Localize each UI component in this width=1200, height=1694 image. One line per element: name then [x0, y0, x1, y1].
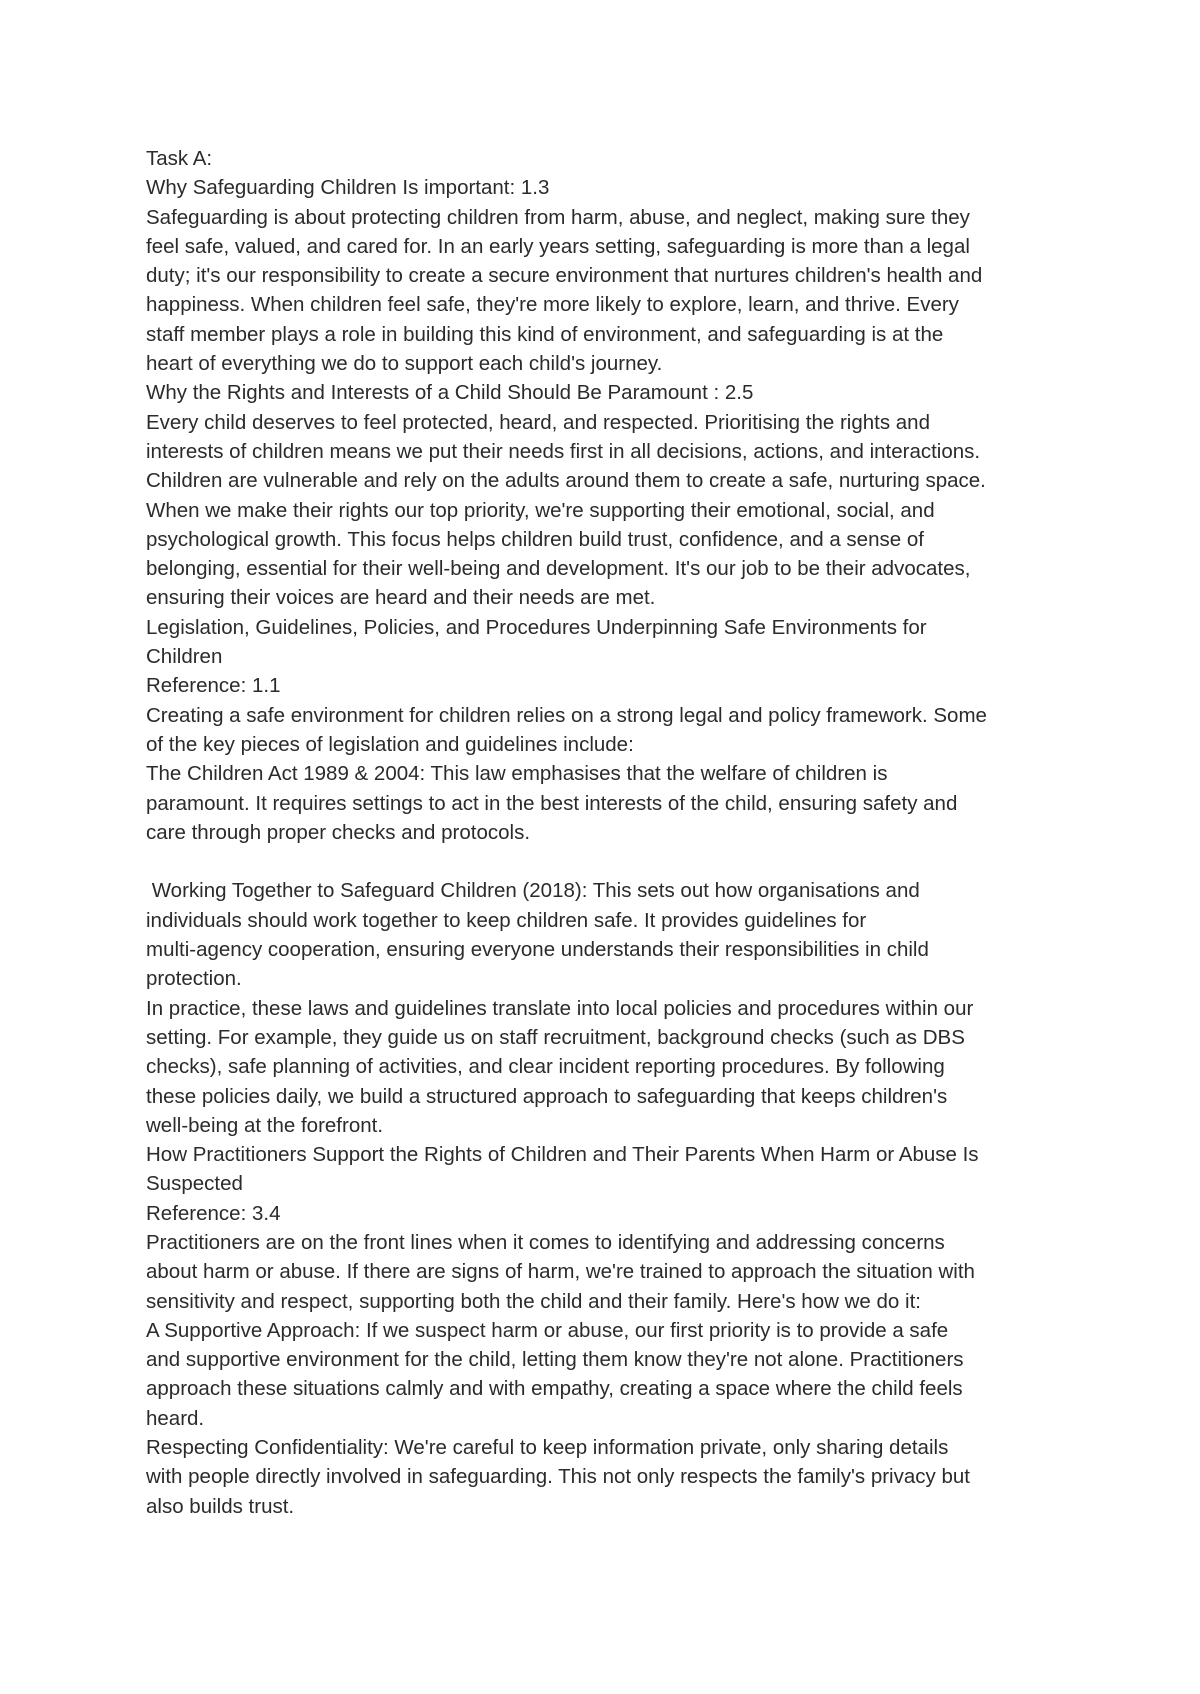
reference-label: Reference: 1.1: [146, 674, 281, 698]
body-line: setting. For example, they guide us on staff recruitment, background checks (such as DBS: [146, 1025, 965, 1049]
body-line: feel safe, valued, and cared for. In an early years setting, safeguarding is more than a legal: [146, 234, 970, 258]
body-line: When we make their rights our top priority, we're supporting their emotional, social, and: [146, 498, 935, 522]
body-line: and supportive environment for the child, letting them know they're not alone. Practitioners: [146, 1348, 964, 1372]
section-heading-legislation-cont: Children: [146, 645, 223, 669]
body-line: A Supportive Approach: If we suspect harm or abuse, our first priority is to provide a safe: [146, 1318, 949, 1342]
body-line: also builds trust.: [146, 1494, 295, 1518]
body-line: multi-agency cooperation, ensuring everyone understands their responsibilities in child: [146, 938, 929, 962]
body-line: sensitivity and respect, supporting both the child and their family. Here's how we do it:: [146, 1289, 921, 1313]
document-page: [146, 144, 1076, 1521]
task-heading: Task A:: [146, 147, 213, 170]
body-line: of the key pieces of legislation and guidelines include:: [146, 732, 634, 756]
body-line: interests of children means we put their needs first in all decisions, actions, and interactions.: [146, 439, 981, 463]
body-line: Respecting Confidentiality: We're careful to keep information private, only sharing details: [146, 1436, 949, 1460]
body-line: The Children Act 1989 & 2004: This law emphasises that the welfare of children is: [146, 762, 888, 786]
body-line: In practice, these laws and guidelines translate into local policies and procedures within our: [146, 996, 974, 1020]
body-line: with people directly involved in safeguarding. This not only respects the family's privacy but: [146, 1465, 970, 1489]
body-line: these policies daily, we build a structured approach to safeguarding that keeps children's: [146, 1084, 948, 1108]
body-line: heart of everything we do to support each child's journey.: [146, 352, 663, 376]
body-line: care through proper checks and protocols.: [146, 820, 531, 844]
blank-line: [146, 847, 1076, 876]
body-line: paramount. It requires settings to act in the best interests of the child, ensuring safety and: [146, 791, 958, 815]
section-heading-why-safeguarding: Why Safeguarding Children Is important: 1.3: [146, 176, 550, 200]
body-line: Safeguarding is about protecting children from harm, abuse, and neglect, making sure they: [146, 205, 970, 229]
body-line: Practitioners are on the front lines when it comes to identifying and addressing concerns: [146, 1230, 945, 1254]
body-line: psychological growth. This focus helps children build trust, confidence, and a sense of: [146, 527, 924, 551]
body-line: duty; it's our responsibility to create a secure environment that nurtures children's health and: [146, 264, 983, 288]
body-line: Children are vulnerable and rely on the adults around them to create a safe, nurturing space.: [146, 469, 986, 493]
body-line: protection.: [146, 967, 242, 991]
body-line: staff member plays a role in building this kind of environment, and safeguarding is at the: [146, 322, 944, 346]
body-line: individuals should work together to keep children safe. It provides guidelines for: [146, 908, 867, 932]
body-line: checks), safe planning of activities, and clear incident reporting procedures. By following: [146, 1055, 945, 1079]
section-heading-rights-interests: Why the Rights and Interests of a Child Should Be Paramount : 2.5: [146, 381, 754, 405]
body-line: well-being at the forefront.: [146, 1113, 384, 1137]
body-line: heard.: [146, 1406, 205, 1430]
reference-label: Reference: 3.4: [146, 1201, 281, 1225]
body-line: Creating a safe environment for children relies on a strong legal and policy framework. Some: [146, 703, 987, 727]
section-heading-practitioners: How Practitioners Support the Rights of Children and Their Parents When Harm or Abuse Is: [146, 1143, 979, 1167]
body-line: approach these situations calmly and with empathy, creating a space where the child feels: [146, 1377, 963, 1401]
body-line: Every child deserves to feel protected, heard, and respected. Prioritising the rights and: [146, 410, 930, 434]
body-line: belonging, essential for their well-being and development. It's our job to be their advocates,: [146, 557, 971, 581]
section-heading-practitioners-cont: Suspected: [146, 1172, 243, 1196]
body-line: Working Together to Safeguard Children (2018): This sets out how organisations and: [146, 879, 920, 903]
body-line: ensuring their voices are heard and their needs are met.: [146, 586, 656, 610]
section-heading-legislation: Legislation, Guidelines, Policies, and Procedures Underpinning Safe Environments for: [146, 615, 927, 639]
body-line: happiness. When children feel safe, they're more likely to explore, learn, and thrive. Every: [146, 293, 959, 317]
body-line: about harm or abuse. If there are signs of harm, we're trained to approach the situation with: [146, 1260, 975, 1284]
